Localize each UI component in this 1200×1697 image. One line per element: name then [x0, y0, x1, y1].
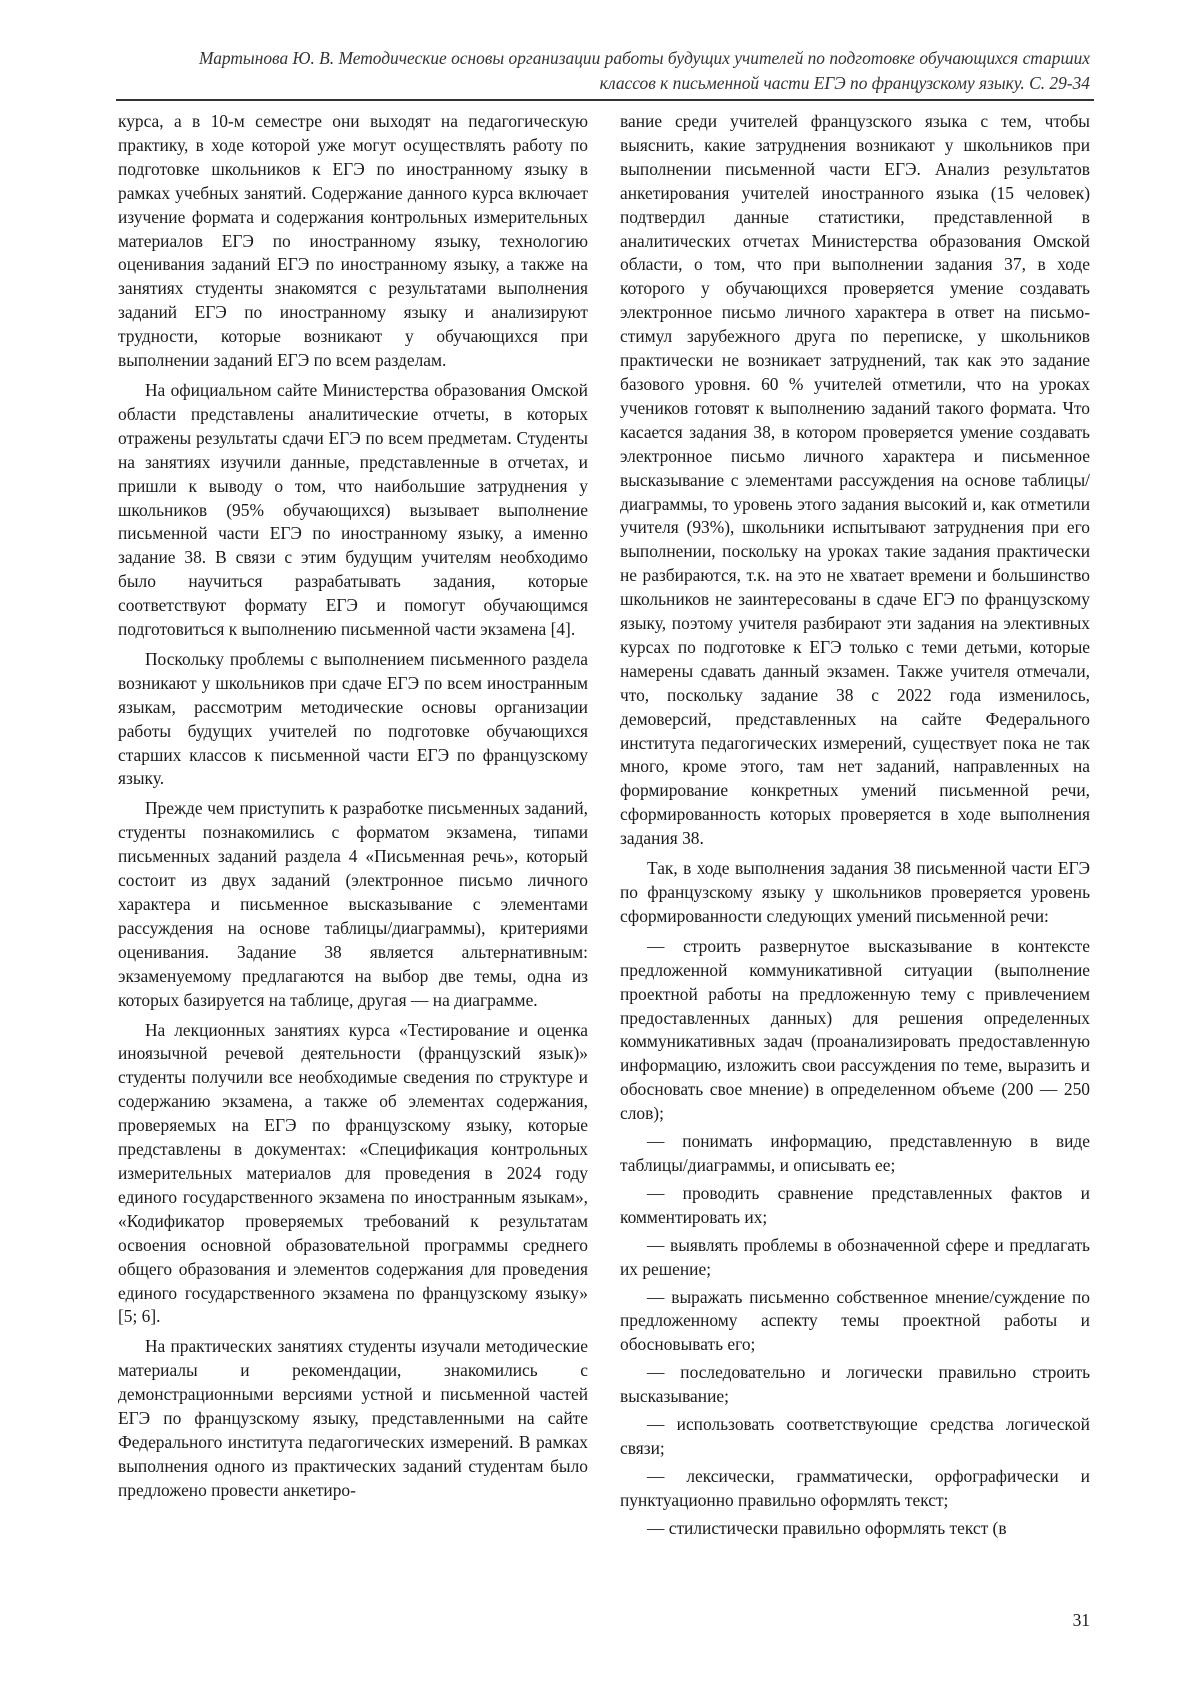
paragraph: Поскольку проблемы с выполнением письменного раздела возникают у школьников при сдаче ЕГЭ по всем иностранным языкам, рассмотрим методические основы организации работы будущих учителей по подготовке обучающихся старших классов к письменной части ЕГЭ по французскому языку. — [118, 648, 588, 791]
paragraph: вание среди учителей французского языка с тем, чтобы выяснить, какие затруднения возникают у школьников при выполнении письменной части ЕГЭ. Анализ результатов анкетирования учителей иностранного языка (15 человек) подтвердил данные статистики, представленной в аналитических отчетах Министерства образования Омской области, о том, что при выполнении задания 37, в ходе которого у обучающихся проверяется умение создавать электронное письмо личного характера в ответ на письмо-стимул зарубежного друга по переписке, у школьников практически не возникает затруднений, так как это задание базового уровня. 60 % учителей отметили, что на уроках учеников готовят к выполнению заданий такого формата. Что касается задания 38, в котором проверяется умение создавать электронное письмо личного характера и письменное высказывание с элементами рассуждения на основе таблицы/диаграммы, то уровень этого задания высокий и, как отметили учителя (93%), школьники испытывают затруднения при его выполнении, поскольку на уроках такие задания практически не разбираются, т.к. на это не хватает времени и большинство школьников не заинтересованы в сдаче ЕГЭ по французскому языку, поэтому учителя разбирают эти задания на элективных курсах по подготовке к ЕГЭ только с теми детьми, которые намерены сдавать данный экзамен. Также учителя отмечали, что, поскольку задание 38 с 2022 года изменилось, демоверсий, представленных на сайте Федерального института педагогических измерений, существует пока не так много, кроме этого, там нет заданий, направленных на формирование конкретных умений письменной речи, сформированность которых проверяется в ходе выполнения задания 38. — [620, 110, 1090, 851]
list-item: — понимать информацию, представленную в виде таблицы/диаграммы, и описывать ее; — [620, 1130, 1090, 1178]
running-head — [118, 46, 1090, 96]
list-item: — использовать соответствующие средства логической связи; — [620, 1413, 1090, 1461]
paragraph: курса, а в 10-м семестре они выходят на педагогическую практику, в ходе которой уже могут осуществлять работу по подготовке школьников к ЕГЭ по иностранному языку в рамках учебных занятий. Содержание данного курса включает изучение формата и содержания контрольных измерительных материалов ЕГЭ по иностранному языку, технологию оценивания заданий ЕГЭ по иностранному языку, а также на занятиях студенты знакомятся с результатами выполнения заданий ЕГЭ по иностранному языку и анализируют трудности, которые возникают у обучающихся при выполнении заданий ЕГЭ по всем разделам. — [118, 110, 588, 373]
paragraph: На официальном сайте Министерства образования Омской области представлены аналитические отчеты, в которых отражены результаты сдачи ЕГЭ по всем предметам. Студенты на занятиях изучили данные, представленные в отчетах, и пришли к выводу о том, что наибольшие затруднения у школьников (95% обучающихся) вызывает выполнение письменной части ЕГЭ по иностранному языку, а именно задание 38. В связи с этим будущим учителям необходимо было научиться разрабатывать задания, которые соответствуют формату ЕГЭ и помогут обучающимся подготовиться к выполнению письменной части экзамена [4]. — [118, 379, 588, 642]
paragraph: Прежде чем приступить к разработке письменных заданий, студенты познакомились с форматом экзамена, типами письменных заданий раздела 4 «Письменная речь», который состоит из двух заданий (электронное письмо личного характера и письменное высказывание с элементами рассуждения на основе таблицы/диаграммы), критериями оценивания. Задание 38 является альтернативным: экзаменуемому предлагаются на выбор две темы, одна из которых базируется на таблице, другая — на диаграмме. — [118, 797, 588, 1012]
list-item: — проводить сравнение представленных фактов и комментировать их; — [620, 1182, 1090, 1230]
paragraph: На лекционных занятиях курса «Тестирование и оценка иноязычной речевой деятельности (французский язык)» студенты получили все необходимые сведения по структуре и содержанию экзамена, а также об элементах содержания, проверяемых на ЕГЭ по французскому языку, которые представлены в документах: «Спецификация контрольных измерительных материалов для проведения в 2024 году единого государственного экзамена по иностранным языкам», «Кодификатор проверяемых требований к результатам освоения основной образовательной программы среднего общего образования и элементов содержания для проведения единого государственного экзамена по французскому языку» [5; 6]. — [118, 1019, 588, 1330]
skills-list — [620, 935, 1090, 1541]
list-item: — последовательно и логически правильно строить высказывание; — [620, 1361, 1090, 1409]
list-item: — стилистически правильно оформлять текст (в — [620, 1517, 1090, 1541]
right-column — [620, 110, 1090, 1541]
paragraph: На практических занятиях студенты изучали методические материалы и рекомендации, знакомились с демонстрационными версиями устной и письменной частей ЕГЭ по французскому языку, представленными на сайте Федерального института педагогических измерений. В рамках выполнения одного из практических заданий студентам было предложено провести анкетиро- — [118, 1335, 588, 1502]
page-number: 31 — [1073, 1608, 1090, 1632]
list-item: — лексически, грамматически, орфографически и пунктуационно правильно оформлять текст; — [620, 1465, 1090, 1513]
left-column — [118, 110, 588, 1503]
running-head-line-1: Мартынова Ю. В. Методические основы организации работы будущих учителей по подготовке обучающихся старших — [118, 46, 1090, 71]
list-item: — строить развернутое высказывание в контексте предложенной коммуникативной ситуации (выполнение проектной работы на предложенную тему с привлечением предоставленных данных) для решения определенных коммуникативных задач (проанализировать предоставленную информацию, изложить свои рассуждения по теме, выразить и обосновать свое мнение) в определенном объеме (200 — 250 слов); — [620, 935, 1090, 1126]
list-item: — выявлять проблемы в обозначенной сфере и предлагать их решение; — [620, 1234, 1090, 1282]
header-divider — [116, 99, 1094, 101]
paragraph: Так, в ходе выполнения задания 38 письменной части ЕГЭ по французскому языку у школьников проверяется уровень сформированности следующих умений письменной речи: — [620, 857, 1090, 929]
running-head-line-2: классов к письменной части ЕГЭ по французскому языку. С. 29-34 — [118, 71, 1090, 96]
list-item: — выражать письменно собственное мнение/суждение по предложенному аспекту темы проектной работы и обосновывать его; — [620, 1286, 1090, 1358]
